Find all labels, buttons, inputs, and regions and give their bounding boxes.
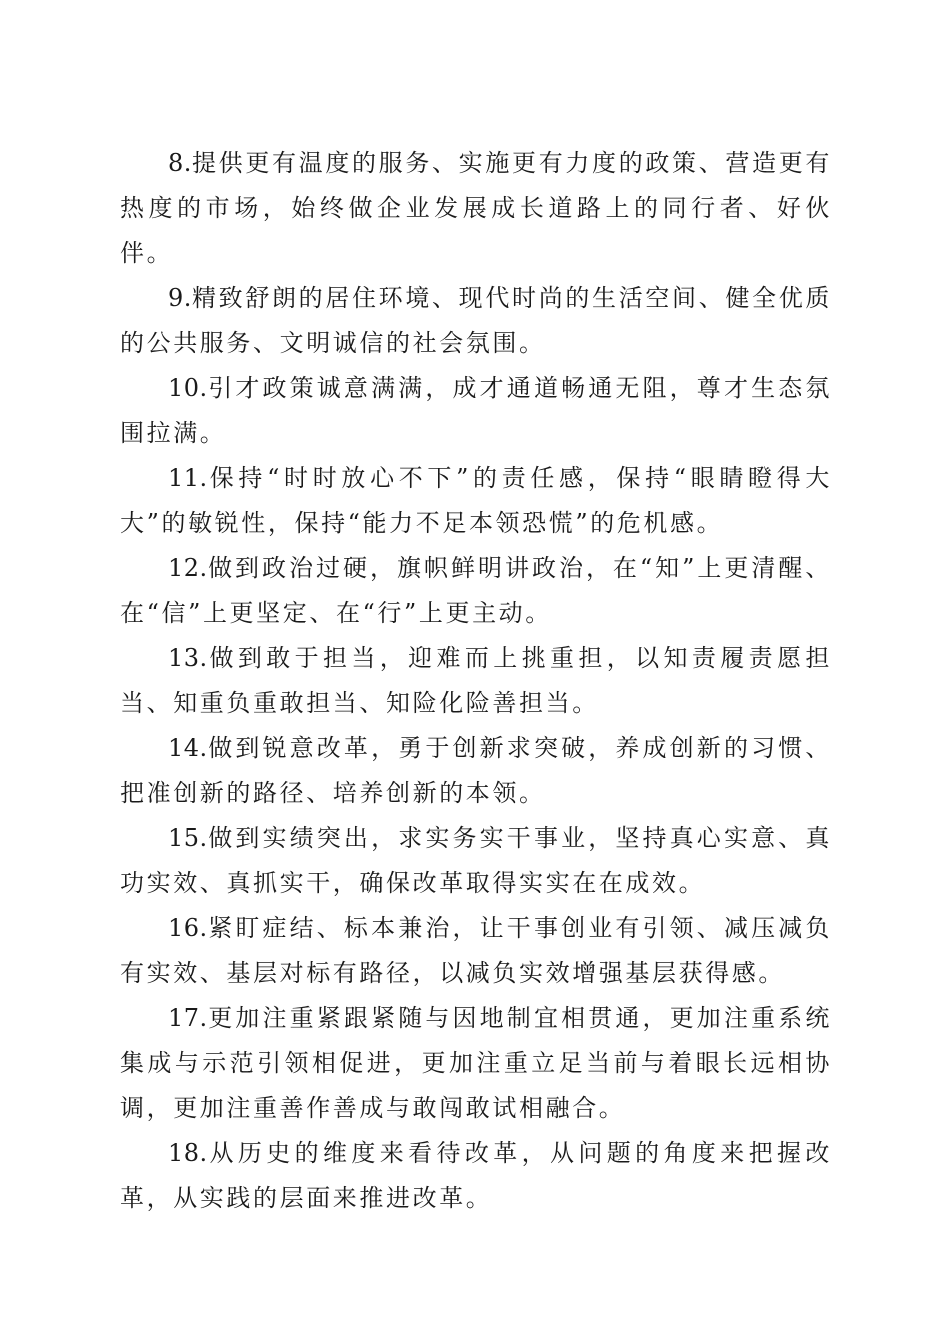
paragraph-14 — [120, 726, 832, 816]
paragraph-17 — [120, 996, 832, 1131]
paragraph-text: 做到政治过硬，旗帜鲜明讲政治，在“知”上更清醒、在“信”上更坚定、在“行”上更主动。 — [120, 554, 832, 627]
paragraph-number: 11. — [168, 464, 208, 492]
paragraph-10 — [120, 366, 832, 456]
paragraph-number: 18. — [168, 1139, 208, 1167]
paragraph-12 — [120, 546, 832, 636]
paragraph-number: 10. — [168, 374, 208, 402]
paragraph-number: 13. — [168, 644, 208, 672]
paragraph-number: 8. — [168, 149, 192, 177]
paragraph-text: 引才政策诚意满满，成才通道畅通无阻，尊才生态氛围拉满。 — [120, 374, 832, 447]
paragraph-text: 提供更有温度的服务、实施更有力度的政策、营造更有热度的市场，始终做企业发展成长道路上的同行者、好伙伴。 — [120, 149, 832, 267]
paragraph-15 — [120, 816, 832, 906]
paragraph-number: 16. — [168, 914, 208, 942]
paragraph-11 — [120, 456, 832, 546]
paragraph-number: 14. — [168, 734, 208, 762]
paragraph-number: 15. — [168, 824, 208, 852]
paragraph-text: 做到实绩突出，求实务实干事业，坚持真心实意、真功实效、真抓实干，确保改革取得实实在在成效。 — [120, 824, 832, 897]
paragraph-text: 紧盯症结、标本兼治，让干事创业有引领、减压减负有实效、基层对标有路径，以减负实效增强基层获得感。 — [120, 914, 832, 987]
paragraph-list — [120, 141, 832, 1221]
paragraph-number: 9. — [168, 284, 192, 312]
paragraph-18 — [120, 1131, 832, 1221]
paragraph-text: 精致舒朗的居住环境、现代时尚的生活空间、健全优质的公共服务、文明诚信的社会氛围。 — [120, 284, 832, 357]
paragraph-8 — [120, 141, 832, 276]
paragraph-text: 保持“时时放心不下”的责任感，保持“眼睛瞪得大大”的敏锐性，保持“能力不足本领恐慌”的危机感。 — [120, 464, 832, 537]
paragraph-text: 从历史的维度来看待改革，从问题的角度来把握改革，从实践的层面来推进改革。 — [120, 1139, 832, 1212]
paragraph-text: 做到锐意改革，勇于创新求突破，养成创新的习惯、把准创新的路径、培养创新的本领。 — [120, 734, 832, 807]
paragraph-text: 做到敢于担当，迎难而上挑重担，以知责履责愿担当、知重负重敢担当、知险化险善担当。 — [120, 644, 832, 717]
paragraph-13 — [120, 636, 832, 726]
paragraph-9 — [120, 276, 832, 366]
paragraph-16 — [120, 906, 832, 996]
paragraph-text: 更加注重紧跟紧随与因地制宜相贯通，更加注重系统集成与示范引领相促进，更加注重立足当前与着眼长远相协调，更加注重善作善成与敢闯敢试相融合。 — [120, 1004, 832, 1122]
paragraph-number: 12. — [168, 554, 208, 582]
paragraph-number: 17. — [168, 1004, 208, 1032]
